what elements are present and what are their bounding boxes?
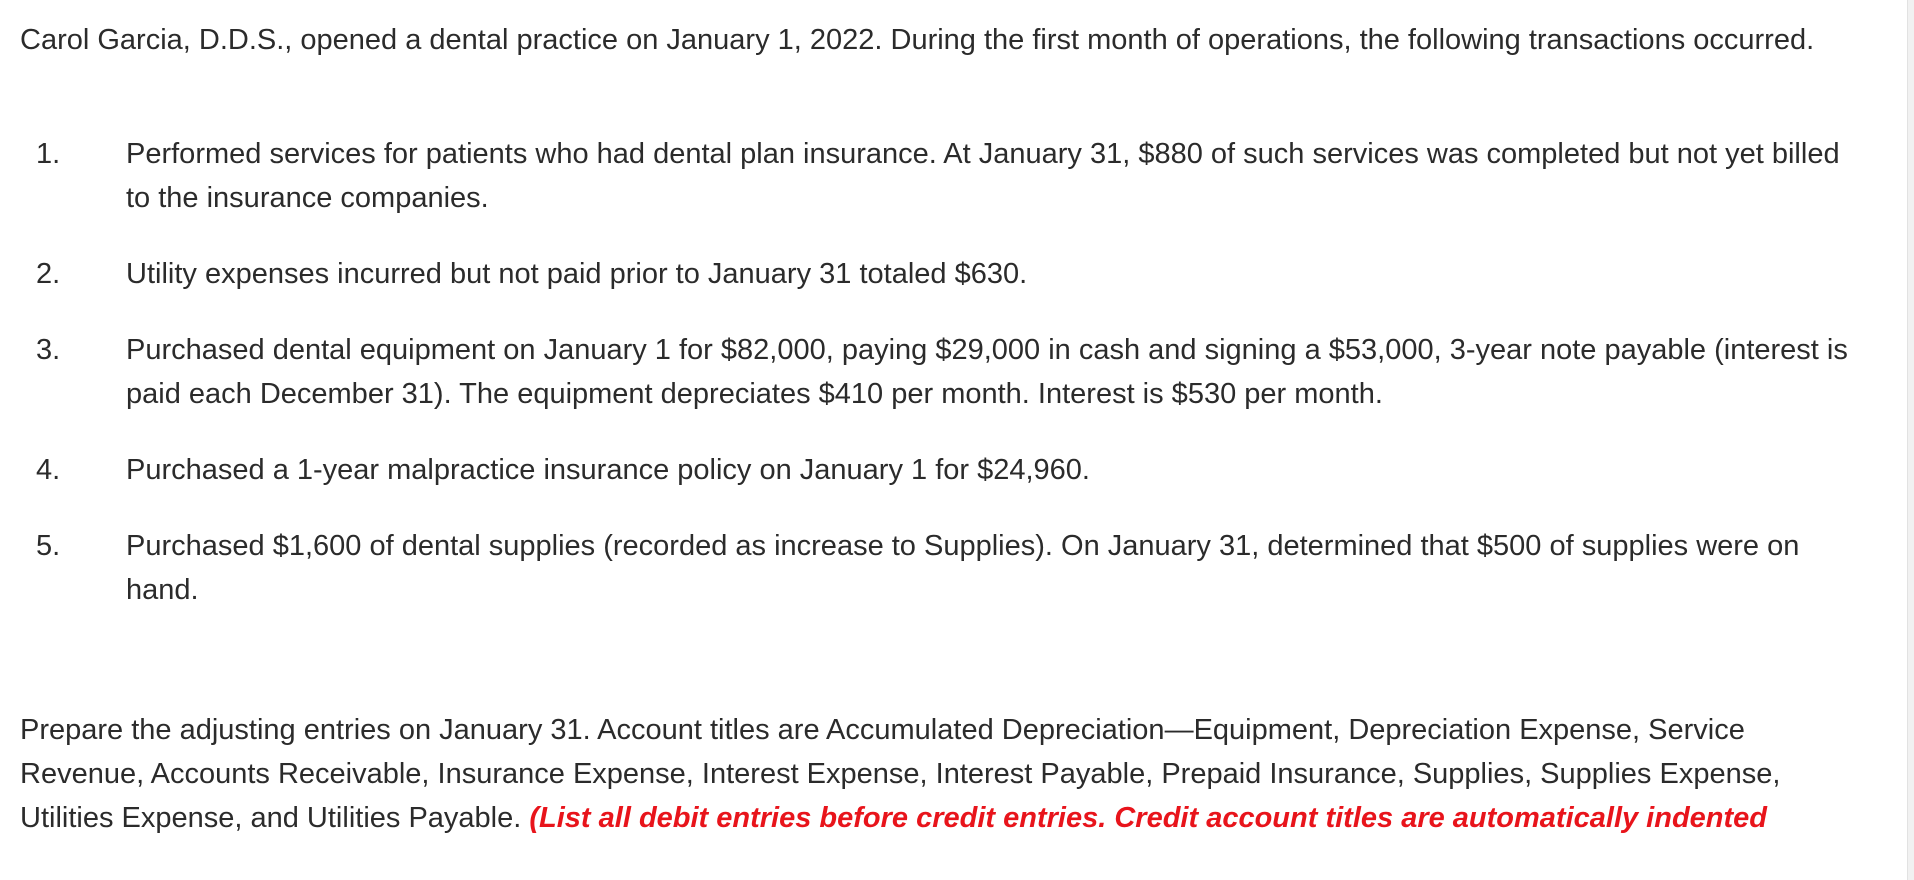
transaction-item — [20, 328, 1850, 416]
problem-content — [20, 18, 1850, 840]
transaction-text: Purchased $1,600 of dental supplies (recorded as increase to Supplies). On January 31, determined that $500 of supplies were on hand. — [126, 530, 1800, 606]
transaction-number: 5. — [36, 530, 61, 562]
transaction-item — [20, 252, 1850, 296]
transaction-text: Utility expenses incurred but not paid prior to January 31 totaled $630. — [126, 258, 1028, 290]
transaction-item — [20, 448, 1850, 492]
page-edge-divider — [1907, 0, 1914, 880]
transaction-number: 1. — [36, 138, 61, 170]
transaction-text: Purchased a 1-year malpractice insurance policy on January 1 for $24,960. — [126, 454, 1090, 486]
instructions-note: (List all debit entries before credit entries. Credit account titles are automatically indented — [529, 802, 1768, 834]
instructions-paragraph — [20, 708, 1850, 840]
transaction-number: 2. — [36, 258, 61, 290]
transaction-text: Performed services for patients who had dental plan insurance. At January 31, $880 of such services was completed but not yet billed to the insurance companies. — [126, 138, 1840, 214]
transaction-number: 4. — [36, 454, 61, 486]
transaction-list — [20, 132, 1850, 612]
instructions-text: Prepare the adjusting entries on January 31. Account titles are Accumulated Depreciation—Equipment, Depreciation Expense, Service Revenue, Accounts Receivable, Insurance Expense, Interest Expense, Interest Payable, Prepaid Insurance, Supplies, Supplies Expense, Utilities Expense, and Utilities Payable. — [20, 714, 1781, 834]
transaction-item — [20, 132, 1850, 220]
intro-paragraph: Carol Garcia, D.D.S., opened a dental practice on January 1, 2022. During the first month of operations, the following transactions occurred. — [20, 24, 1815, 56]
transaction-number: 3. — [36, 334, 61, 366]
transaction-item — [20, 524, 1850, 612]
transaction-text: Purchased dental equipment on January 1 for $82,000, paying $29,000 in cash and signing a $53,000, 3-year note payable (interest is paid each December 31). The equipment depreciates $410 per month. Interest is $530 per month. — [126, 334, 1848, 410]
